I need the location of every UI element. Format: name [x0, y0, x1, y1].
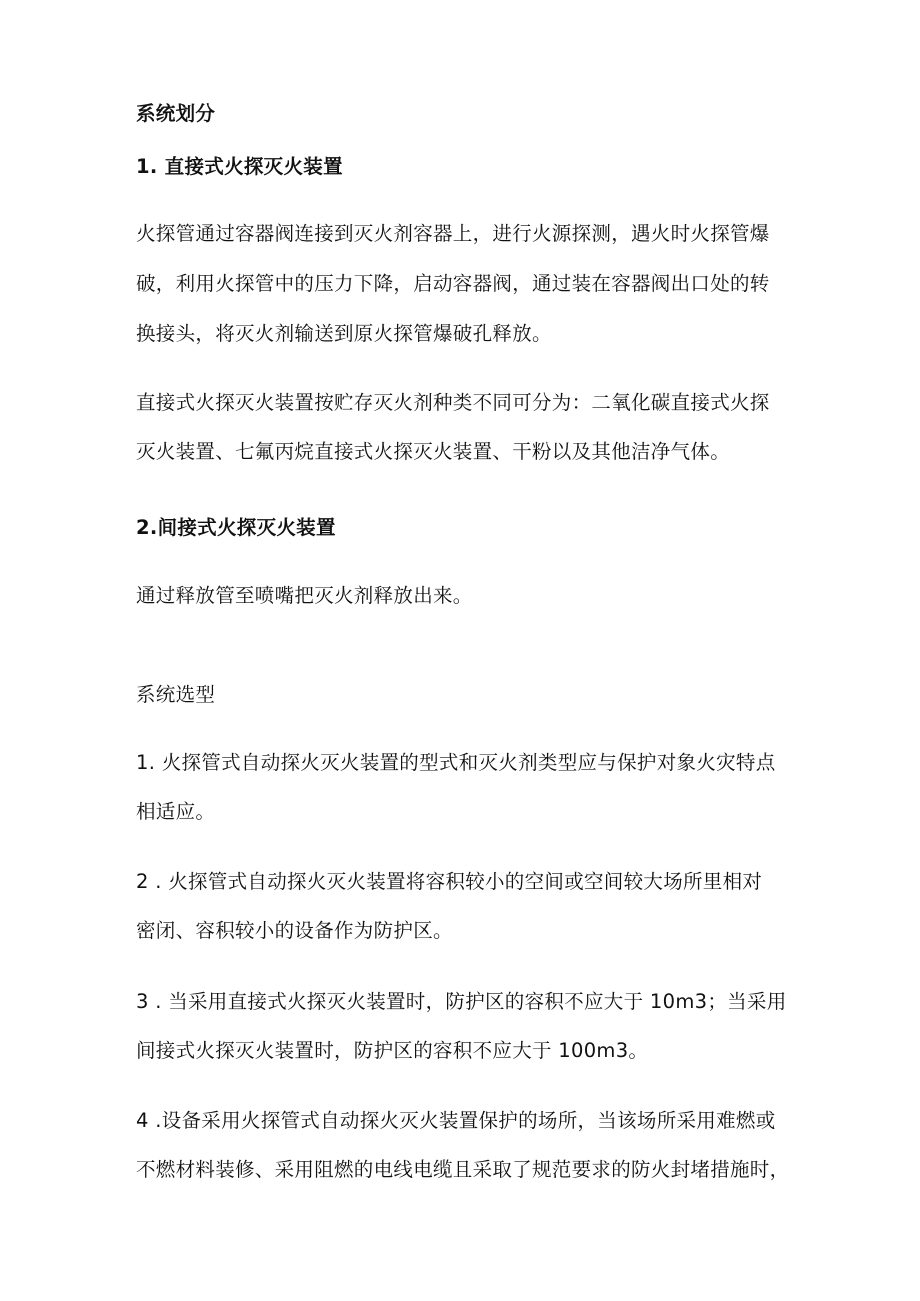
heading-system-division: 系统划分 [136, 102, 216, 125]
item2-para-line1: 通过释放管至喷嘴把灭火剂释放出来。 [136, 584, 473, 607]
selection-item4-line2: 不燃材料装修、采用阻燃的电线电缆且采取了规范要求的防火封堵措施时， [136, 1158, 790, 1181]
selection-item1-line2: 相适应。 [136, 800, 216, 823]
item1-para1-line1: 火探管通过容器阀连接到灭火剂容器上，进行火源探测，遇火时火探管爆 [136, 222, 770, 245]
selection-item3-line2: 间接式火探灭火装置时，防护区的容积不应大于 100m3。 [136, 1039, 649, 1062]
selection-item3-line1: 3 . 当采用直接式火探灭火装置时，防护区的容积不应大于 10m3；当采用 [136, 990, 787, 1013]
item1-para2-line1: 直接式火探灭火装置按贮存灭火剂种类不同可分为：二氧化碳直接式火探 [136, 391, 770, 414]
item1-para2-line2: 灭火装置、七氟丙烷直接式火探灭火装置、干粉以及其他洁净气体。 [136, 440, 731, 463]
item2-title: 2.间接式火探灭火装置 [136, 516, 336, 539]
selection-item2-line1: 2 . 火探管式自动探火灭火装置将容积较小的空间或空间较大场所里相对 [136, 870, 763, 893]
item1-title: 1. 直接式火探灭火装置 [136, 155, 343, 178]
selection-item1-line1: 1. 火探管式自动探火灭火装置的型式和灭火剂类型应与保护对象火灾特点 [136, 751, 776, 774]
item1-para1-line3: 换接头，将灭火剂输送到原火探管爆破孔释放。 [136, 322, 552, 345]
selection-item2-line2: 密闭、容积较小的设备作为防护区。 [136, 919, 453, 942]
item1-para1-line2: 破，利用火探管中的压力下降，启动容器阀，通过装在容器阀出口处的转 [136, 272, 770, 295]
heading-system-selection: 系统选型 [136, 683, 216, 706]
selection-item4-line1: 4 .设备采用火探管式自动探火灭火装置保护的场所，当该场所采用难燃或 [136, 1109, 776, 1132]
